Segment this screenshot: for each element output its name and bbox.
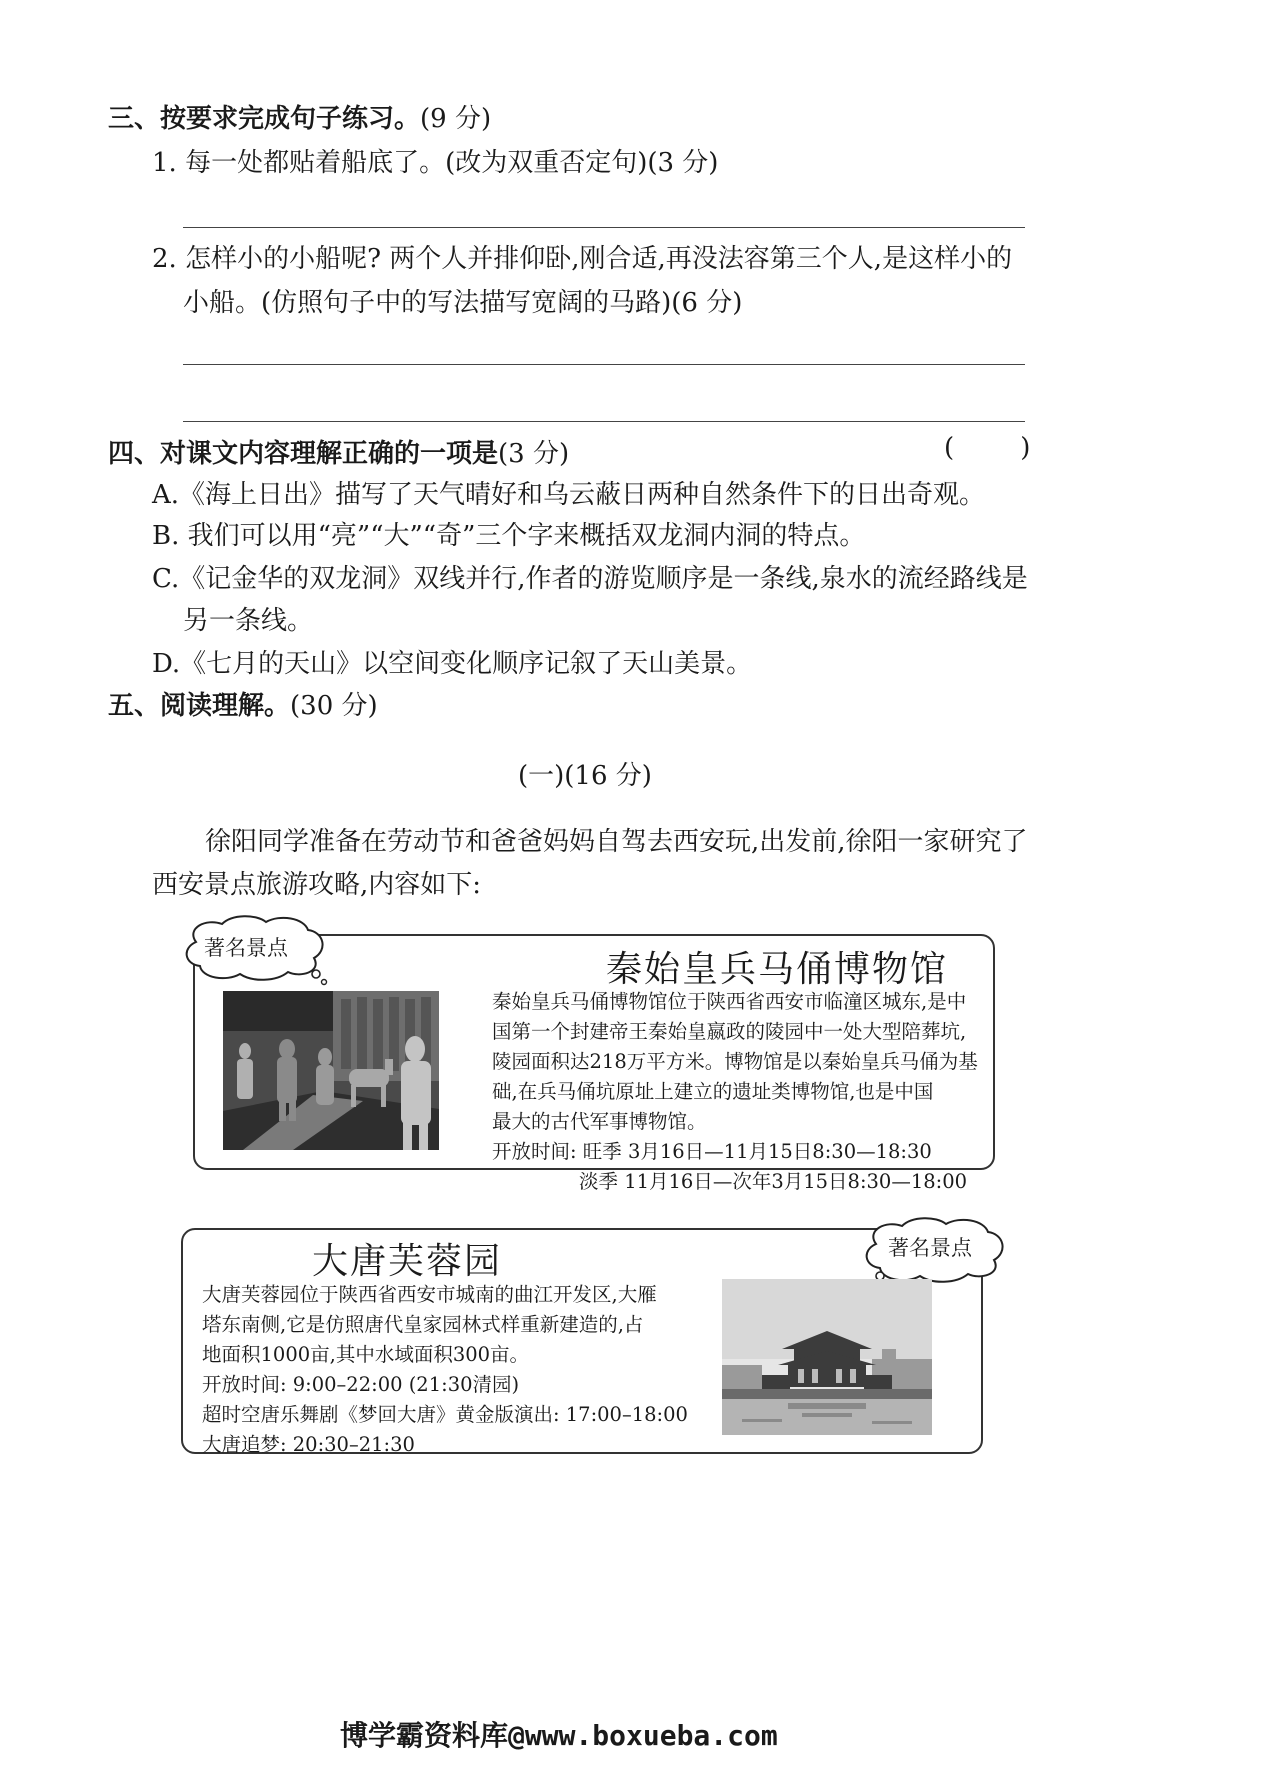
option-c-line1: C.《记金华的双龙洞》双线并行,作者的游览顺序是一条线,泉水的流经路线是 [152,564,1028,594]
section-4-heading [108,433,569,470]
section-4-title: 四、对课文内容理解正确的一项是 [108,439,499,469]
question-3-2-line2: 小船。(仿照句子中的写法描写宽阔的马路)(6 分) [183,288,743,318]
footer-watermark: 博学霸资料库@www.boxueba.com [340,1719,778,1752]
option-b: B. 我们可以用“亮”“大”“奇”三个字来概括双龙洞内洞的特点。 [152,521,866,551]
intro-line2: 西安景点旅游攻略,内容如下: [152,870,482,900]
question-3-1: 1. 每一处都贴着船底了。(改为双重否定句)(3 分) [152,148,719,178]
card1-line: 最大的古代军事博物馆。 [492,1110,707,1133]
section-4-score: (3 分) [498,439,570,469]
section-5-title: 五、阅读理解。 [108,691,291,721]
option-a: A.《海上日出》描写了天气晴好和乌云蔽日两种自然条件下的日出奇观。 [152,480,986,510]
card2-hours: 开放时间: 9:00–22:00 (21:30清园) [202,1373,520,1396]
section-3-heading [108,98,491,135]
card2-body [202,1280,712,1460]
card2-title: 大唐芙蓉园 [312,1241,503,1282]
section-3-score: (9 分) [420,104,492,134]
card1-line: 陵园面积达218万平方米。博物馆是以秦始皇兵马俑为基 [492,1050,978,1073]
card2-line: 地面积1000亩,其中水域面积300亩。 [202,1343,530,1366]
card1-body [492,987,982,1197]
card2-line: 大唐芙蓉园位于陕西省西安市城南的曲江开发区,大雁 [202,1283,657,1306]
tang-paradise-photo [722,1279,932,1435]
section-5-score: (30 分) [290,691,378,721]
terracotta-photo [223,991,439,1150]
card2-show-time: 超时空唐乐舞剧《梦回大唐》黄金版演出: 17:00–18:00 [202,1403,688,1426]
card1-line: 国第一个封建帝王秦始皇嬴政的陵园中一处大型陪葬坑, [492,1020,967,1043]
question-3-2-line1: 2. 怎样小的小船呢? 两个人并排仰卧,刚合适,再没法容第三个人,是这样小的 [152,244,1013,274]
reading-subtitle: (一)(16 分) [518,761,652,791]
answer-line-3-2a[interactable] [183,364,1025,365]
card1-title: 秦始皇兵马俑博物馆 [606,949,949,990]
card2-line: 塔东南侧,它是仿照唐代皇家园林式样重新建造的,占 [202,1313,644,1336]
answer-line-3-2b[interactable] [183,421,1025,422]
section-3-title: 三、按要求完成句子练习。 [108,104,421,134]
card1-hours-off: 淡季 11月16日—次年3月15日8:30—18:00 [579,1170,968,1193]
section-5-heading [108,685,378,722]
card1-hours-peak: 开放时间: 旺季 3月16日—11月15日8:30—18:30 [492,1140,932,1163]
card1-line: 础,在兵马俑坑原址上建立的遗址类博物馆,也是中国 [492,1080,934,1103]
card1-badge: 著名景点 [204,936,288,960]
option-d: D.《七月的天山》以空间变化顺序记叙了天山美景。 [152,649,753,679]
card2-badge: 著名景点 [888,1236,972,1260]
answer-line-3-1[interactable] [183,227,1025,228]
option-c-line2: 另一条线。 [183,606,314,636]
intro-line1: 徐阳同学准备在劳动节和爸爸妈妈自驾去西安玩,出发前,徐阳一家研究了 [205,827,1028,857]
card2-night-show: 大唐追梦: 20:30–21:30 [202,1433,415,1456]
answer-parentheses[interactable]: ( ) [944,433,1031,463]
card1-line: 秦始皇兵马俑博物馆位于陕西省西安市临潼区城东,是中 [492,990,967,1013]
